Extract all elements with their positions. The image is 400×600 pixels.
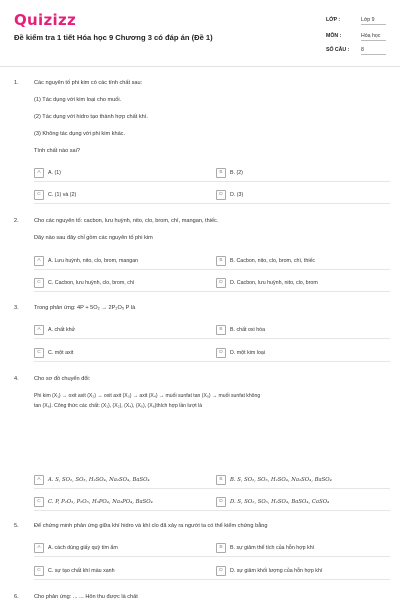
option-a[interactable] [34, 168, 212, 179]
option-letter-box: A [34, 475, 44, 485]
option-text: C. một axit [48, 349, 74, 356]
option-d[interactable] [216, 497, 390, 508]
question-text: (1) Tác dụng với kim loại cho muối. [34, 97, 122, 103]
option-letter-box: B [216, 475, 226, 485]
option-text: B. (2) [230, 169, 243, 176]
question-text: (3) Không tác dụng với phi kim khác. [34, 131, 126, 137]
option-letter-box: D [216, 497, 226, 507]
question-number: 1. [14, 80, 19, 86]
option-text: B. sự giảm thể tích của hỗn hợp khí [230, 544, 315, 551]
question-text: Trong phản ứng: 4P + 5O₂ → 2P₂O₅ P là [34, 305, 136, 311]
option-letter-box: A [34, 543, 44, 553]
option-d[interactable] [216, 278, 390, 289]
option-letter-box: B [216, 256, 226, 266]
question-number: 4. [14, 376, 19, 382]
question-2 [14, 218, 390, 294]
class-value: Lớp 9 [361, 17, 386, 25]
option-letter-box: D [216, 190, 226, 200]
header-divider [0, 66, 400, 67]
question-text: Để chứng minh phản ứng giữa khí hidro và khí clo đã xảy ra người ta có thể kiểm chứng bằng [34, 523, 268, 529]
option-letter-box: A [34, 168, 44, 178]
option-letter-box: C [34, 497, 44, 507]
option-divider [34, 488, 390, 489]
option-text: B. Cacbon, nito, clo, brom, chì, thiếc [230, 257, 316, 264]
option-divider [34, 556, 390, 557]
question-number: 2. [14, 218, 19, 224]
option-text: C. Cacbon, lưu huỳnh, clo, brom, chì [48, 279, 135, 286]
subject-label: MÔN : [326, 33, 342, 39]
option-text: D. sự giảm khối lượng của hỗn hợp khí [230, 567, 323, 574]
option-text: D. S, SO₂, SO₃, H₂SO₄, BaSO₄, CaSO₄ [230, 498, 330, 505]
option-text: A. cách dùng giấy quỳ tím ẩm [48, 544, 118, 551]
option-divider [34, 291, 390, 292]
option-letter-box: D [216, 278, 226, 288]
option-divider [34, 579, 390, 580]
option-letter-box: A [34, 325, 44, 335]
quizizz-logo: Quizizz [14, 11, 77, 29]
question-6 [14, 594, 390, 600]
option-text: B. chất oxi hóa [230, 326, 266, 333]
question-text: Cho phản ứng: ... ... Hỗn thu được là chất [34, 594, 138, 600]
option-a[interactable] [34, 475, 212, 486]
question-text: Dãy nào sau đây chỉ gồm các nguyên tố phi kim [34, 235, 153, 241]
option-letter-box: B [216, 168, 226, 178]
worksheet-header [0, 0, 400, 66]
option-divider [34, 269, 390, 270]
option-d[interactable] [216, 566, 390, 577]
option-letter-box: D [216, 566, 226, 576]
option-text: A. S, SO₂, SO₃, H₂SO₄, Na₂SO₄, BaSO₄ [48, 476, 150, 483]
option-divider [34, 203, 390, 204]
option-letter-box: C [34, 566, 44, 576]
option-c[interactable] [34, 348, 212, 359]
option-a[interactable] [34, 256, 212, 267]
option-text: A. Lưu huỳnh, nito, clo, brom, mangan [48, 257, 139, 264]
option-b[interactable] [216, 543, 390, 554]
question-text: Cho sơ đồ chuyển đổi: [34, 376, 91, 382]
question-count-value: 8 [361, 47, 386, 55]
option-letter-box: B [216, 543, 226, 553]
option-b[interactable] [216, 475, 390, 486]
option-letter-box: D [216, 348, 226, 358]
option-d[interactable] [216, 190, 390, 201]
option-b[interactable] [216, 168, 390, 179]
question-text: (2) Tác dụng với hidro tạo thành hợp chất khí. [34, 114, 148, 120]
question-1 [14, 80, 390, 208]
option-text: D. một kim loại [230, 349, 266, 356]
option-b[interactable] [216, 256, 390, 267]
option-text: C. (1) và (2) [48, 191, 77, 198]
option-c[interactable] [34, 497, 212, 508]
question-text: Phi kim (X₁) → oxit axit (X₂) → oxit axit (X₃) → axit (X₄) → muối sunfat tan (X₅) → muối sunfat không [34, 393, 261, 399]
page-title: Đề kiểm tra 1 tiết Hóa học 9 Chương 3 có đáp án (Đề 1) [14, 33, 213, 42]
option-letter-box: C [34, 278, 44, 288]
option-text: B. S, SO₂, SO₃, H₂SO₄, Na₂SO₄, BaSO₄ [230, 476, 332, 483]
option-text: D. Cacbon, lưu huỳnh, nito, clo, brom [230, 279, 318, 286]
option-text: A. chất khử [48, 326, 76, 333]
option-letter-box: C [34, 348, 44, 358]
question-4 [14, 376, 390, 512]
question-count-label: SỐ CÂU : [326, 47, 350, 53]
option-a[interactable] [34, 543, 212, 554]
option-divider [34, 510, 390, 511]
option-letter-box: A [34, 256, 44, 266]
subject-value: Hóa học [361, 33, 386, 41]
option-divider [34, 181, 390, 182]
question-text: Tính chất nào sai? [34, 148, 81, 154]
option-divider [34, 338, 390, 339]
question-text: Cho các nguyên tố: cacbon, lưu huỳnh, nito, clo, brom, chì, mangan, thiếc. [34, 218, 219, 224]
option-c[interactable] [34, 566, 212, 577]
option-divider [34, 361, 390, 362]
option-c[interactable] [34, 278, 212, 289]
question-3 [14, 305, 390, 365]
question-number: 5. [14, 523, 19, 529]
option-c[interactable] [34, 190, 212, 201]
class-label: LỚP : [326, 17, 341, 23]
option-text: C. P, P₂O₃, P₂O₅, H₃PO₄, Na₃PO₄, BaSO₄ [48, 498, 153, 505]
question-number: 3. [14, 305, 19, 311]
option-a[interactable] [34, 325, 212, 336]
option-text: A. (1) [48, 169, 61, 176]
option-letter-box: C [34, 190, 44, 200]
option-d[interactable] [216, 348, 390, 359]
option-text: D. (3) [230, 191, 244, 198]
question-5 [14, 523, 390, 583]
question-text: Các nguyên tố phi kim có các tính chất sau: [34, 80, 143, 86]
option-letter-box: B [216, 325, 226, 335]
question-number: 6. [14, 594, 19, 600]
option-b[interactable] [216, 325, 390, 336]
question-text: tan (X₆). Công thức các chất: (X₁), (X₂), (X₄), (X₅), (X₆)thích hợp lần lượt là [34, 403, 203, 409]
option-text: C. sự tạo chất khí màu xanh [48, 567, 115, 574]
